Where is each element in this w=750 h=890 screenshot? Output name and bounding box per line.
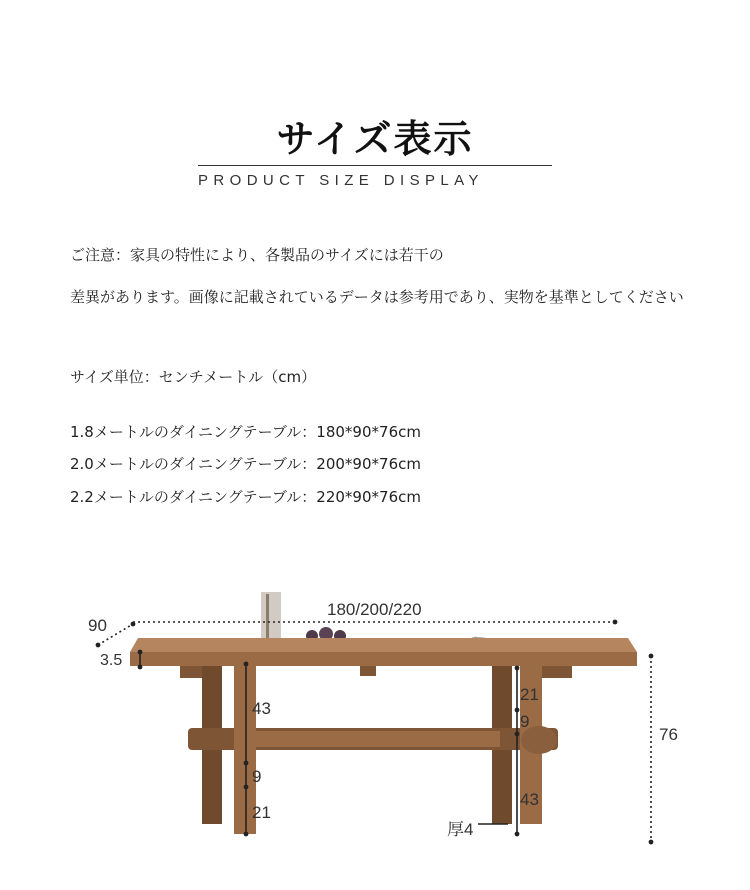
left-leg-upper-label: 43 (252, 699, 271, 718)
height-label: 76 (659, 725, 678, 744)
note-line-1: ご注意：家具の特性により、各製品のサイズには若干の (70, 246, 444, 264)
depth-label: 90 (88, 616, 107, 635)
table-top (130, 638, 637, 652)
left-leg-lower-label: 21 (252, 803, 271, 822)
vase-illustration (261, 592, 281, 646)
size-unit: サイズ単位：センチメートル（cm） (70, 368, 317, 386)
page-subtitle: PRODUCT SIZE DISPLAY (198, 172, 484, 189)
size-row-3: 2.2メートルのダイニングテーブル：220*90*76cm (70, 488, 421, 506)
vase-stem (266, 594, 269, 644)
page-title: サイズ表示 (276, 117, 474, 161)
right-leg-joint-label: 9 (520, 712, 530, 731)
right-leg-upper-label: 21 (520, 685, 539, 704)
top-thickness-label: 3.5 (100, 652, 123, 669)
table-top-edge (130, 652, 637, 666)
size-row-2: 2.0メートルのダイニングテーブル：200*90*76cm (70, 455, 421, 473)
note-line-2: 差異があります。画像に記載されているデータは参考用であり、実物を基準としてください (70, 288, 684, 306)
right-leg-lower-label: 43 (520, 790, 539, 809)
left-leg-joint-label: 9 (252, 767, 262, 786)
length-label: 180/200/220 (327, 600, 422, 619)
size-row-1: 1.8メートルのダイニングテーブル：180*90*76cm (70, 423, 421, 441)
leg-thickness-label: 厚4 (447, 820, 474, 839)
